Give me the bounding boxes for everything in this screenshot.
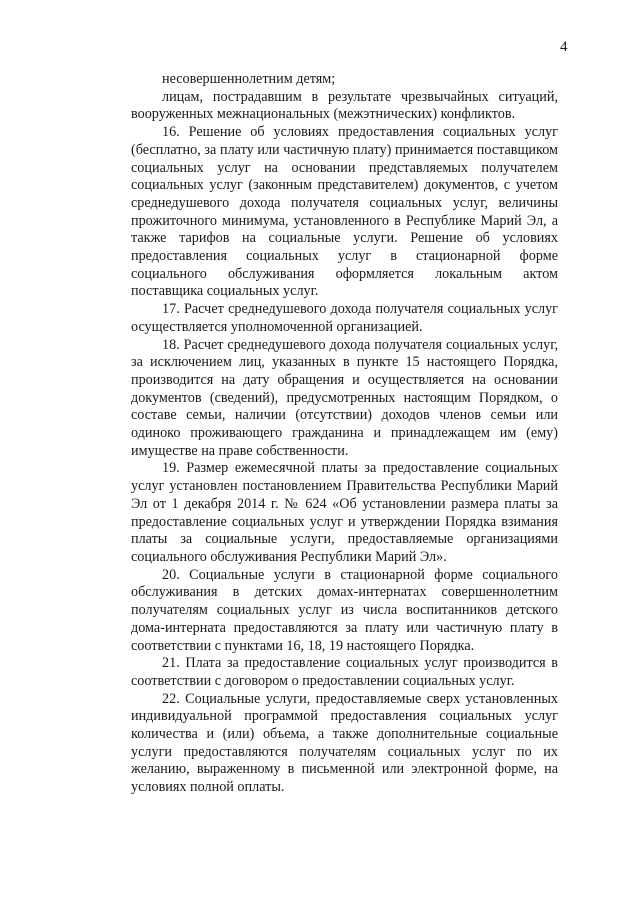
document-body	[131, 71, 558, 797]
paragraph-list-item-victims: лицам, пострадавшим в результате чрезвычайных ситуаций, вооруженных межнациональных (межэтнических) конфликтов.	[131, 88, 558, 123]
paragraph-list-item-minors: несовершеннолетним детям;	[162, 71, 336, 87]
paragraph-20: 20. Социальные услуги в стационарной форме социального обслуживания в детских домах-интернатах совершеннолетним получателям социальных услуг из числа воспитанников детского дома-интерната предоставляются за плату или частичную плату в соответствии с пунктами 16, 18, 19 настоящего Порядка.	[131, 566, 558, 654]
paragraph-22: 22. Социальные услуги, предоставляемые сверх установленных индивидуальной программой предоставления социальных услуг количества и (или) объема, а также дополнительные социальные услуги предоставляются получателям социальных услуг по их желанию, выраженному в письменной или электронной форме, на условиях полной оплаты.	[131, 690, 558, 796]
paragraph-21: 21. Плата за предоставление социальных услуг производится в соответствии с договором о предоставлении социальных услуг.	[131, 655, 558, 689]
paragraph-17: 17. Расчет среднедушевого дохода получателя социальных услуг осуществляется уполномоченной организацией.	[131, 301, 558, 335]
paragraph-18: 18. Расчет среднедушевого дохода получателя социальных услуг, за исключением лиц, указанных в пункте 15 настоящего Порядка, производится на дату обращения и осуществляется на основании документов (сведений), предусмотренных настоящим Порядком, о составе семьи, наличии (отсутствии) доходов членов семьи или одиноко проживающего гражданина и принадлежащем им (ему) имуществе на праве собственности.	[131, 336, 558, 459]
paragraph-19: 19. Размер ежемесячной платы за предоставление социальных услуг установлен постановлением Правительства Республики Марий Эл от 1 декабря 2014 г. № 624 «Об установлении размера платы за предоставление социальных услуг и утверждении Порядка взимания платы за социальные услуги, предоставляемые организациями социального обслуживания Республики Марий Эл».	[131, 460, 558, 565]
paragraph-16: 16. Решение об условиях предоставления социальных услуг (бесплатно, за плату или частичную плату) принимается поставщиком социальных услуг на основании представляемых получателем социальных услуг (законным представителем) документов, с учетом среднедушевого дохода получателя социальных услуг, величины прожиточного минимума, установленного в Республике Марий Эл, а также тарифов на социальные услуги. Решение об условиях предоставления социальных услуг в стационарной форме социального обслуживания оформляется локальным актом поставщика социальных услуг.	[131, 124, 558, 300]
page-number: 4	[560, 39, 568, 55]
